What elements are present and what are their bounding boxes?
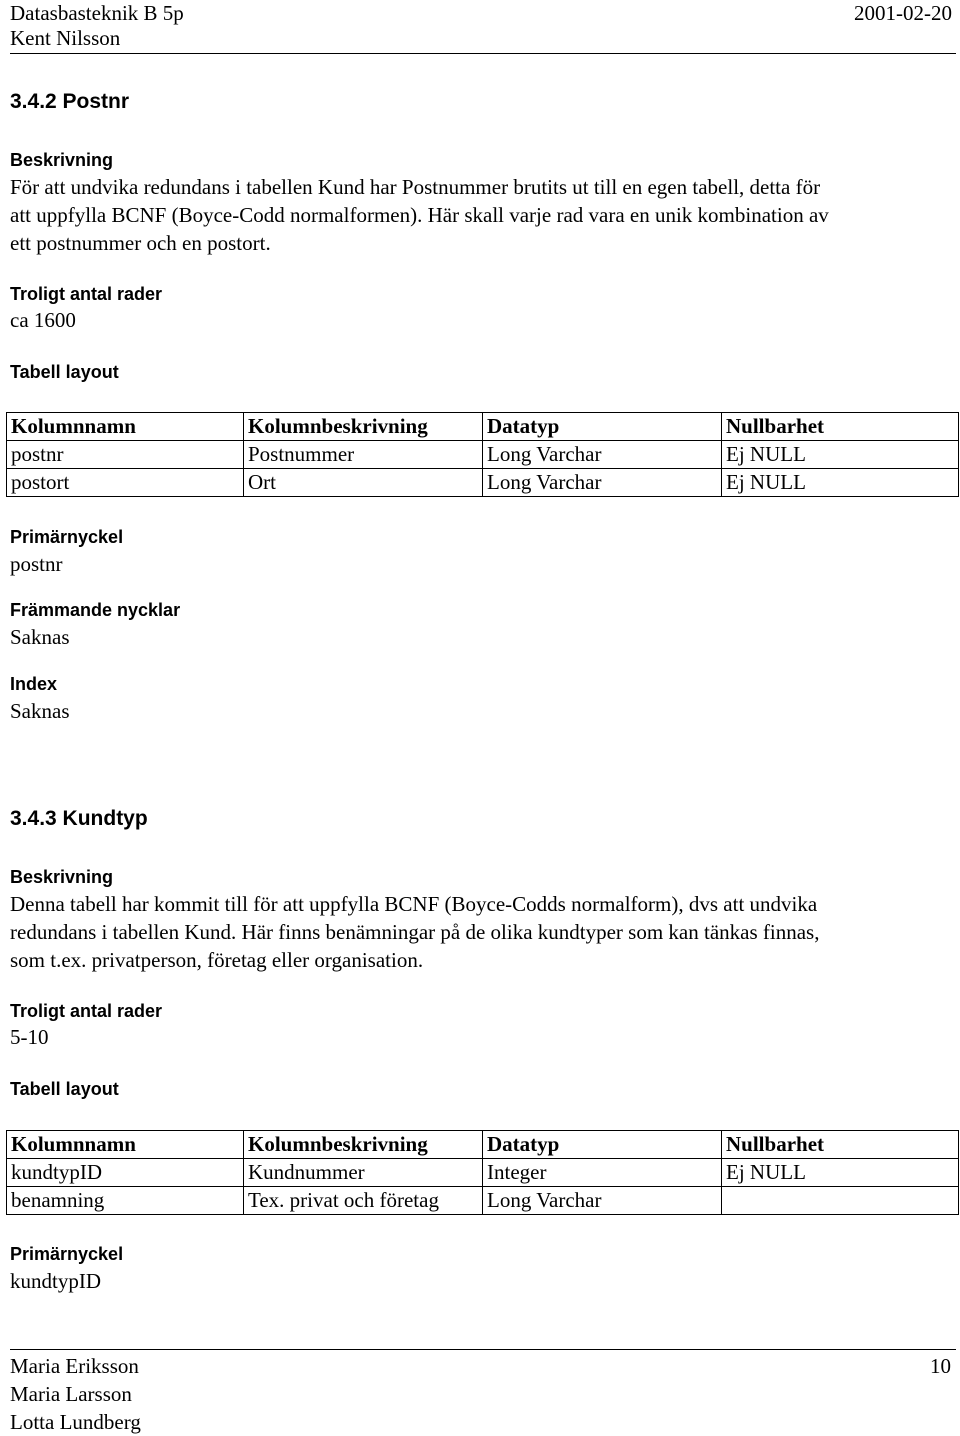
- index-label: Index: [10, 674, 58, 694]
- description-line: Denna tabell har kommit till för att uppfylla BCNF (Boyce-Codds normalform), dvs att undvika: [10, 892, 818, 916]
- description-label: Beskrivning: [10, 150, 114, 170]
- row-count-value: ca 1600: [10, 308, 76, 332]
- table-cell: postort: [7, 469, 244, 497]
- description-line: För att undvika redundans i tabellen Kund har Postnummer brutits ut till en egen tabell, detta för: [10, 175, 821, 199]
- description-line: redundans i tabellen Kund. Här finns benämningar på de olika kundtyper som kan tänkas finnas,: [10, 920, 820, 944]
- footer-author: Maria Eriksson: [10, 1354, 139, 1378]
- header-course: Datasbasteknik B 5p: [10, 1, 184, 25]
- section-heading: 3.4.3 Kundtyp: [10, 807, 148, 830]
- table-cell: postnr: [7, 441, 244, 469]
- table-row: [7, 1159, 959, 1187]
- description-line: att uppfylla BCNF (Boyce-Codd normalformen). Här skall varje rad vara en unik kombination av: [10, 203, 829, 227]
- table-cell: [722, 1187, 959, 1215]
- footer-rule: [10, 1349, 956, 1350]
- table-cell: Long Varchar: [483, 1187, 722, 1215]
- table-header-row: [7, 413, 959, 441]
- table-cell: benamning: [7, 1187, 244, 1215]
- column-table: [6, 1130, 959, 1215]
- table-row: [7, 469, 959, 497]
- footer-author: Maria Larsson: [10, 1382, 132, 1406]
- table-row: [7, 441, 959, 469]
- primary-key-value: postnr: [10, 552, 63, 576]
- column-header: Kolumnbeskrivning: [244, 413, 483, 441]
- column-table: [6, 412, 959, 497]
- description-line: ett postnummer och en postort.: [10, 231, 271, 255]
- table-row: [7, 1187, 959, 1215]
- section-heading: 3.4.2 Postnr: [10, 90, 130, 113]
- table-layout-label: Tabell layout: [10, 1079, 119, 1099]
- row-count-label: Troligt antal rader: [10, 1001, 163, 1021]
- primary-key-label: Primärnyckel: [10, 527, 124, 547]
- table-cell: Long Varchar: [483, 469, 722, 497]
- table-cell: Ej NULL: [722, 441, 959, 469]
- row-count-value: 5-10: [10, 1025, 49, 1049]
- table-cell: Ej NULL: [722, 1159, 959, 1187]
- column-header: Kolumnnamn: [7, 1131, 244, 1159]
- table-cell: Ej NULL: [722, 469, 959, 497]
- column-header: Nullbarhet: [722, 1131, 959, 1159]
- column-header: Datatyp: [483, 1131, 722, 1159]
- header-date: 2001-02-20: [854, 1, 952, 25]
- table-layout-label: Tabell layout: [10, 362, 119, 382]
- row-count-label: Troligt antal rader: [10, 284, 163, 304]
- foreign-keys-value: Saknas: [10, 625, 70, 649]
- table-cell: Integer: [483, 1159, 722, 1187]
- footer-author: Lotta Lundberg: [10, 1410, 141, 1434]
- table-cell: Kundnummer: [244, 1159, 483, 1187]
- table-cell: Ort: [244, 469, 483, 497]
- header-author: Kent Nilsson: [10, 26, 121, 50]
- description-label: Beskrivning: [10, 867, 114, 887]
- table-cell: Tex. privat och företag: [244, 1187, 483, 1215]
- column-header: Kolumnbeskrivning: [244, 1131, 483, 1159]
- column-header: Nullbarhet: [722, 413, 959, 441]
- column-header: Datatyp: [483, 413, 722, 441]
- header-rule: [10, 53, 956, 54]
- column-header: Kolumnnamn: [7, 413, 244, 441]
- index-value: Saknas: [10, 699, 70, 723]
- primary-key-value: kundtypID: [10, 1269, 101, 1293]
- table-cell: Postnummer: [244, 441, 483, 469]
- table-cell: Long Varchar: [483, 441, 722, 469]
- foreign-keys-label: Främmande nycklar: [10, 600, 181, 620]
- primary-key-label: Primärnyckel: [10, 1244, 124, 1264]
- table-cell: kundtypID: [7, 1159, 244, 1187]
- table-header-row: [7, 1131, 959, 1159]
- page-number: 10: [930, 1354, 951, 1378]
- description-line: som t.ex. privatperson, företag eller organisation.: [10, 948, 424, 972]
